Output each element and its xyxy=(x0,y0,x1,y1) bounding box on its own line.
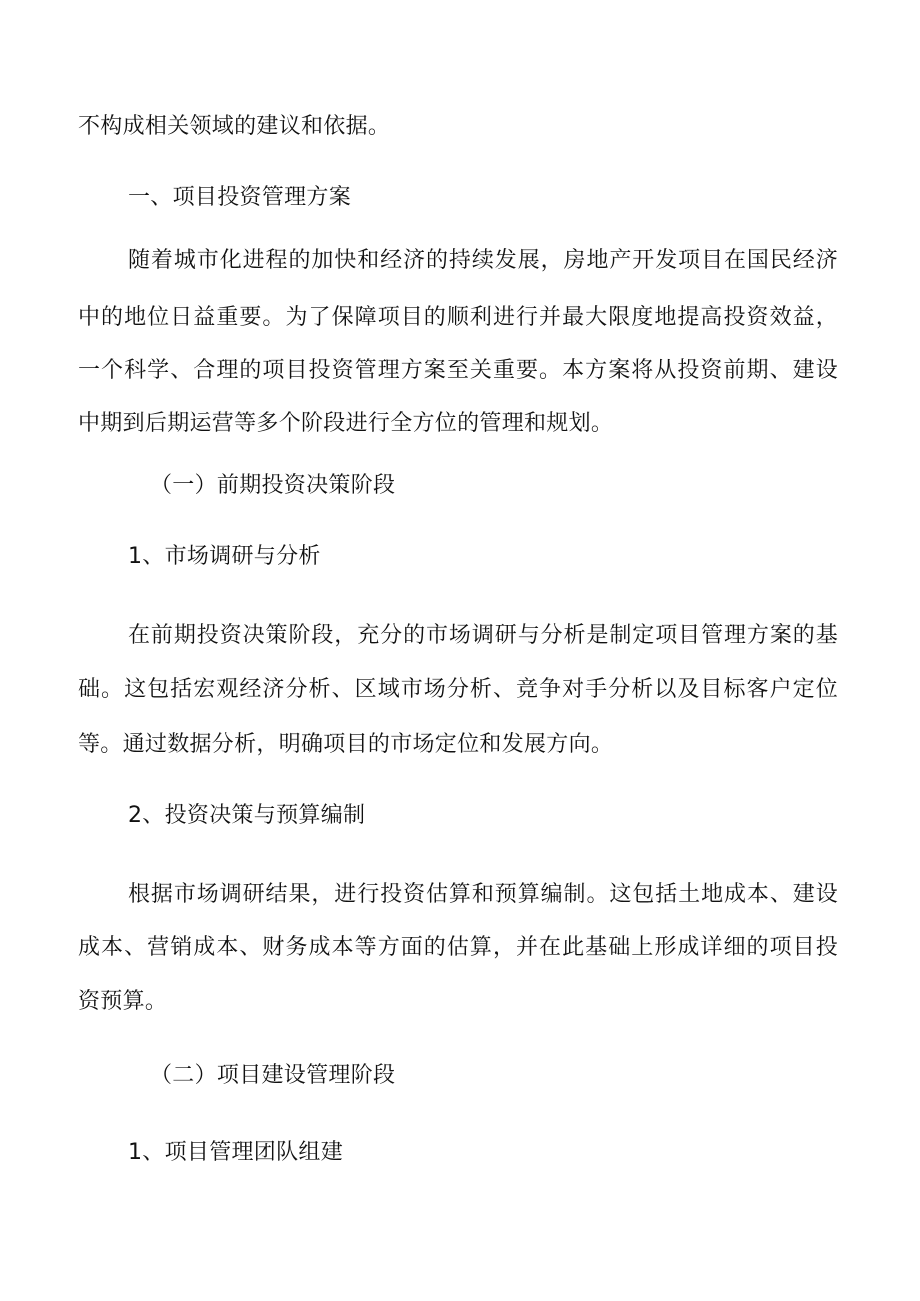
item2-line-1: 根据市场调研结果，进行投资估算和预算编制。这包括土地成本、建设 xyxy=(128,882,838,907)
item1-line-2: 础。这包括宏观经济分析、区域市场分析、竞争对手分析以及目标客户定位 xyxy=(78,677,838,702)
subsection-heading-2: （二）项目建设管理阶段 xyxy=(150,1063,396,1088)
item-heading-1: 1、市场调研与分析 xyxy=(128,544,321,569)
subsection-heading-1: （一）前期投资决策阶段 xyxy=(150,473,396,498)
item1-line-3: 等。通过数据分析，明确项目的市场定位和发展方向。 xyxy=(78,732,614,757)
item1-line-1: 在前期投资决策阶段，充分的市场调研与分析是制定项目管理方案的基 xyxy=(128,623,838,648)
continuation-text: 不构成相关领域的建议和依据。 xyxy=(78,114,391,139)
item-heading-3: 1、项目管理团队组建 xyxy=(128,1140,343,1165)
item2-line-3: 资预算。 xyxy=(78,989,168,1014)
item-heading-2: 2、投资决策与预算编制 xyxy=(128,803,366,828)
intro-line-3: 一个科学、合理的项目投资管理方案至关重要。本方案将从投资前期、建设 xyxy=(78,358,838,383)
intro-line-1: 随着城市化进程的加快和经济的持续发展，房地产开发项目在国民经济 xyxy=(128,248,838,273)
intro-line-4: 中期到后期运营等多个阶段进行全方位的管理和规划。 xyxy=(78,411,614,436)
item2-line-2: 成本、营销成本、财务成本等方面的估算，并在此基础上形成详细的项目投 xyxy=(78,935,838,960)
intro-line-2: 中的地位日益重要。为了保障项目的顺利进行并最大限度地提高投资效益， xyxy=(78,305,838,330)
section-heading-1: 一、项目投资管理方案 xyxy=(128,185,352,210)
